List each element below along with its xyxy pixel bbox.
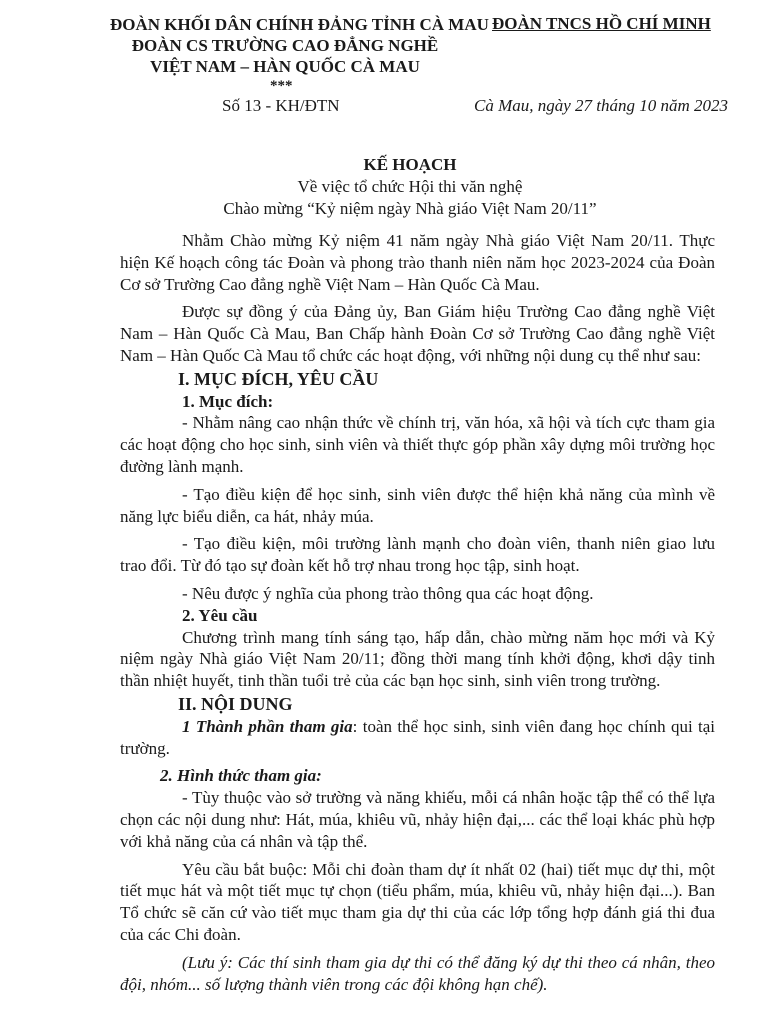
bullet-meaning: - Nêu được ý nghĩa của phong trào thông qua các hoạt động. (182, 583, 594, 603)
org-line-1: ĐOÀN KHỐI DÂN CHÍNH ĐẢNG TỈNH CÀ MAU (110, 15, 489, 34)
paragraph-note: (Lưu ý: Các thí sinh tham gia dự thi có thể đăng ký dự thi theo cá nhân, theo đội, nhóm... số lượng thành viên trong các đội không hạn chế). (120, 952, 715, 994)
document-date: Cà Mau, ngày 27 tháng 10 năm 2023 (474, 96, 729, 115)
document-subtitle-2: Chào mừng “Kỷ niệm ngày Nhà giáo Việt Nam 20/11” (223, 199, 597, 218)
paragraph-approval: Được sự đồng ý của Đảng ủy, Ban Giám hiệu Trường Cao đẳng nghề Việt Nam – Hàn Quốc Cà Mau, Ban Chấp hành Đoàn Cơ sở Trường Cao đẳng nghề Việt Nam – Hàn Quốc Cà Mau tổ chức các hoạt động, với những nội dung cụ thể như sau: (120, 302, 715, 365)
participants-label: 1 Thành phần tham gia (182, 716, 353, 736)
bullet-participation-options: - Tùy thuộc vào sở trường và năng khiếu, mỗi cá nhân hoặc tập thể có thể lựa chọn các nội dung như: Hát, múa, khiêu vũ, nhảy hiện đại,... các thể loại khác phù hợp với khả năng của cá nhân và tập thể. (120, 788, 715, 851)
document-title: KẾ HOẠCH (363, 155, 457, 174)
document-subtitle-1: Về việc tổ chức Hội thi văn nghệ (297, 177, 523, 196)
paragraph-mandatory-requirement: Yêu cầu bắt buộc: Mỗi chi đoàn tham dự ít nhất 02 (hai) tiết mục dự thi, một tiết mục hát và một tiết mục tự chọn (tiểu phẩm, múa, khiêu vũ, nhảy hiện đại...). Ban Tổ chức sẽ căn cứ vào tiết mục tham gia dự thi của các lớp tổng hợp đánh giá thi đua của các Chi đoàn. (120, 859, 715, 944)
document-title-block (140, 154, 680, 220)
subheading-requirements: 2. Yêu cầu (182, 605, 258, 625)
org-line-2: ĐOÀN CS TRƯỜNG CAO ĐẲNG NGHỀ (131, 36, 439, 55)
org-line-3: VIỆT NAM – HÀN QUỐC CÀ MAU (150, 57, 420, 76)
section-heading-purpose: I. MỤC ĐÍCH, YÊU CẦU (178, 368, 379, 389)
section-heading-content: II. NỘI DUNG (178, 693, 293, 714)
paragraph-requirements: Chương trình mang tính sáng tạo, hấp dẫn, chào mừng năm học mới và Kỷ niệm ngày Nhà giáo Việt Nam 20/11; đồng thời mang tính khởi động, khơi dậy tinh thần nhiệt huyết, tinh thần tuổi trẻ của các bạn học sinh, sinh viên trong trường. (120, 627, 715, 691)
document-number: Số 13 - KH/ĐTN (222, 96, 340, 115)
union-name: ĐOÀN TNCS HỒ CHÍ MINH (492, 14, 711, 33)
document-body (120, 230, 715, 995)
bullet-performance: - Tạo điều kiện để học sinh, sinh viên được thể hiện khả năng của mình về năng lực biểu diễn, ca hát, nhảy múa. (120, 484, 715, 526)
paragraph-intro: Nhằm Chào mừng Kỷ niệm 41 năm ngày Nhà giáo Việt Nam 20/11. Thực hiện Kế hoạch công tác Đoàn và phong trào thanh niên năm học 2023-2024 của Đoàn Cơ sở Trường Cao đẳng nghề Việt Nam – Hàn Quốc Cà Mau. (120, 231, 715, 294)
paragraph-participants (120, 716, 715, 760)
subheading-purpose: 1. Mục đích: (182, 391, 274, 411)
issuing-organization (110, 14, 489, 77)
bullet-exchange: - Tạo điều kiện, môi trường lành mạnh cho đoàn viên, thanh niên giao lưu trao đổi. Từ đó tạo sự đoàn kết hỗ trợ nhau trong học tập, sinh hoạt. (120, 534, 715, 576)
participants-text: : toàn thể học sinh, sinh viên đang học chính qui tại trường. (120, 716, 716, 758)
subheading-participation-form: 2. Hình thức tham gia: (160, 766, 322, 786)
separator-stars: *** (270, 78, 293, 94)
bullet-awareness: - Nhằm nâng cao nhận thức về chính trị, văn hóa, xã hội và tích cực tham gia các hoạt động cho học sinh, sinh viên và thiết thực góp phần xây dựng môi trường học đường lành mạnh. (120, 413, 715, 476)
